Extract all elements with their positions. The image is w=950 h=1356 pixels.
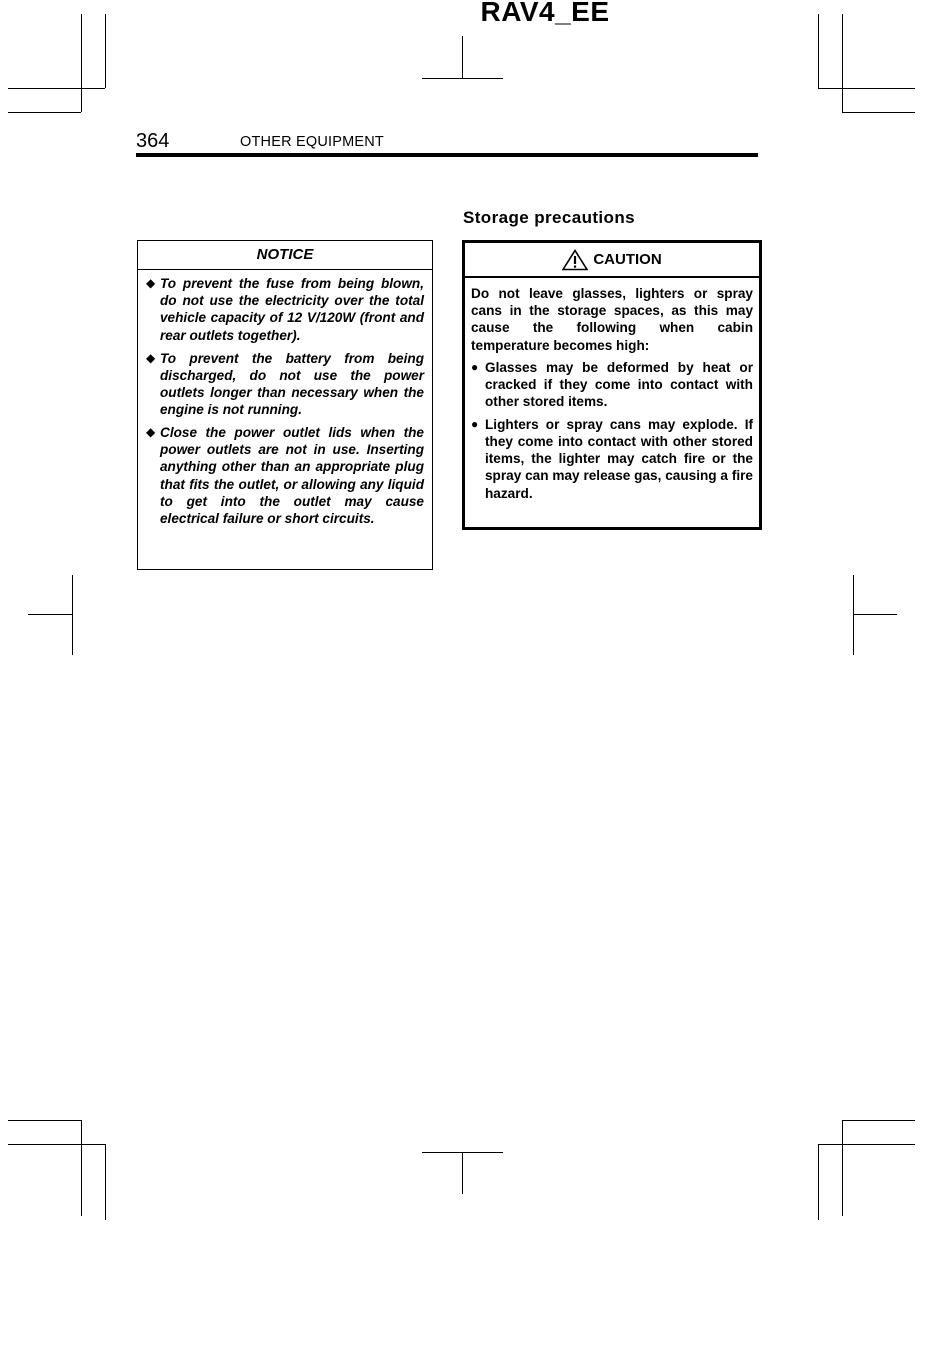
notice-item-text: To prevent the battery from being discharged, do not use the power outlets longer than necessary when the engine is not running. [160,350,424,418]
diamond-bullet-icon: ◆ [146,425,156,439]
caution-item [471,416,753,502]
storage-precautions-heading: Storage precautions [463,208,635,227]
caution-item-text: Glasses may be deformed by heat or cracked if they come into contact with other stored items. [485,359,753,410]
caution-intro: Do not leave glasses, lighters or spray cans in the storage spaces, as this may cause the following when cabin temperature becomes high: [471,286,753,353]
page-number: 364 [136,130,170,152]
dot-bullet-icon: ● [471,359,479,374]
diamond-bullet-icon: ◆ [146,276,156,290]
dot-bullet-icon: ● [471,416,479,431]
notice-item-text: Close the power outlet lids when the power outlets are not in use. Inserting anything other than an appropriate plug that fits the outlet, or allowing any liquid to get into the outlet may cause electrical failure or short circuits. [160,425,424,527]
diamond-bullet-icon: ◆ [146,350,156,365]
caution-item-text: Lighters or spray cans may explode. If they come into contact with other stored items, the lighter may catch fire or the spray can may release gas, causing a fire hazard. [485,416,753,501]
caution-body [465,278,759,502]
notice-item [146,424,424,527]
notice-item [146,275,424,344]
caution-item [471,359,753,411]
section-title: OTHER EQUIPMENT [240,134,384,150]
notice-box [137,240,433,570]
notice-item [146,350,424,419]
caution-header [465,243,759,278]
notice-item-text: To prevent the fuse from being blown, do not use the electricity over the total vehicle capacity of 12 V/120W (front and rear outlets together). [160,276,424,343]
notice-list [138,270,432,527]
warning-triangle-icon [562,249,588,271]
notice-title: NOTICE [138,241,432,270]
header-rule [136,153,758,157]
document-id: RAV4_EE [480,0,610,27]
caution-box [462,240,762,530]
caution-title: CAUTION [593,251,662,268]
